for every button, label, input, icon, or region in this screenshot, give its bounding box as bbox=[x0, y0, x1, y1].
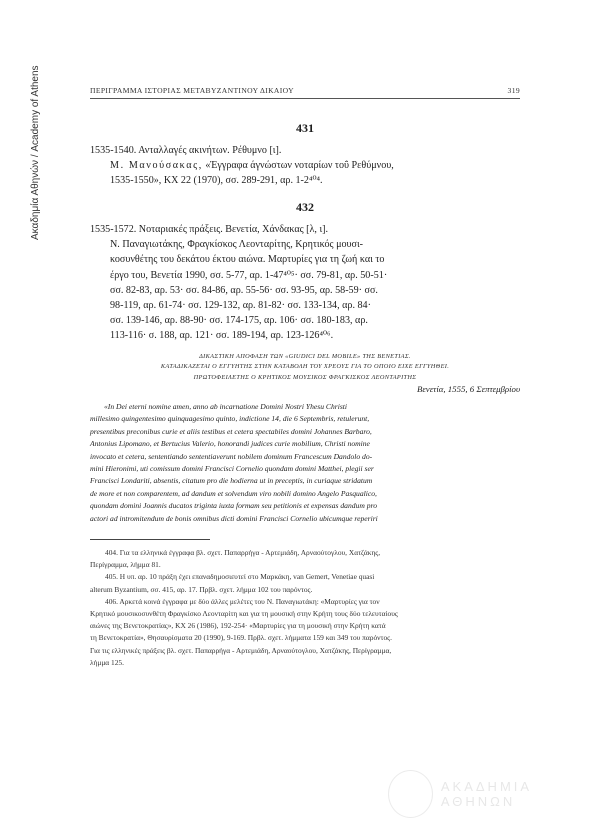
document-heading-line: ΠΡΩΤΟΦΕΙΛΕΤΗΣ Ο ΚΡΗΤΙΚΟΣ ΜΟΥΣΙΚΟΣ ΦΡΑΓΚΙΣΚΟΣ ΛΕΟΝΤΑΡΙΤΗΣ bbox=[193, 373, 417, 381]
academy-watermark bbox=[388, 770, 600, 818]
latin-line: millesimo quingentesimo quinquagesimo quinto, indictione 14, die 6 Septembris, retulerunt, bbox=[90, 414, 370, 424]
latin-line: mini Hieronimi, uti comissum domini Francisci Cornelio quondam domini Matthei, plegii ser bbox=[90, 463, 374, 473]
entry-432-ref-line: κοσυνθέτης του δεκάτου έκτου αιώνα. Μαρτυρίες για τη ζωή και το bbox=[110, 254, 385, 266]
side-label-text: Ακαδημία Αθηνών / Academy of Athens bbox=[30, 65, 41, 240]
latin-line: quondam domini Joannis ducatos triginta iuxta formam seu petitionis et expensas dandum pro bbox=[90, 501, 377, 511]
page-number: 319 bbox=[507, 86, 520, 95]
entry-number-431: 431 bbox=[296, 121, 314, 135]
latin-line: invocato et cetera, sententiando sententiaverunt nobilem dominum Francescum Dandolo do- bbox=[90, 451, 373, 461]
document-heading-line: ΔΙΚΑΣΤΙΚΗ ΑΠΟΦΑΣΗ ΤΩΝ «GIUDICI DEL MOBILE» ΤΗΣ ΒΕΝΕΤΙΑΣ. bbox=[199, 353, 411, 361]
entry-431-author: Μ. Μανούσακας, bbox=[110, 160, 203, 172]
latin-line: «In Dei eterni nomine amen, anno ab incarnatione Domini Nostri Yhesu Christi bbox=[104, 401, 347, 411]
footnote-line: Περίγραμμα, λήμμα 81. bbox=[90, 560, 161, 570]
running-title: ΠΕΡΙΓΡΑΜΜΑ ΙΣΤΟΡΙΑΣ ΜΕΤΑΒΥΖΑΝΤΙΝΟΥ ΔΙΚΑΙΟΥ bbox=[90, 86, 294, 95]
footnote-line: Κρητικό μουσικοσυνθέτη Φραγκίσκο Λεονταρίτη και για τη μουσική στην Κρήτη τους δύο τελευταίους bbox=[90, 609, 398, 618]
entry-432-ref-line: 98-119, αρ. 61-74· σσ. 129-132, αρ. 81-82· σσ. 133-134, αρ. 84· bbox=[110, 299, 371, 311]
footnote-divider bbox=[90, 539, 210, 540]
entry-431-reference bbox=[90, 158, 520, 173]
latin-line: Francisci Londariti, absentis, citatum pro die hodierna ut in preceptis, in curiaque stridatum bbox=[90, 476, 373, 486]
academy-side-label bbox=[30, 30, 46, 240]
latin-line: actori ad intromitendum de bonis omnibus dicti domini Francisci Cornelio ubicumque reperiri bbox=[90, 513, 378, 523]
entry-431-title: 1535-1540. Ανταλλαγές ακινήτων. Ρέθυμνο [ι]. bbox=[90, 145, 282, 156]
running-header bbox=[90, 86, 520, 99]
footnote-line: Για τις ελληνικές πράξεις βλ. σχετ. Παπαρρήγα - Αρτεμιάδη, Αρναούτογλου, Χατζάκης, Περίγραμμα, bbox=[90, 645, 392, 655]
footnote-line: 406. Αρκετά κοινά έγγραφα με δύο άλλες μελέτες του Ν. Παναγιωτάκη: «Μαρτυρίες για τον bbox=[105, 596, 380, 606]
latin-line: Antonius Lipomano, et Bertucius Valerio, honorandi judices curie mobilium, Christi nomine bbox=[90, 439, 370, 449]
entry-432-ref-line: Ν. Παναγιωτάκης, Φραγκίσκος Λεονταρίτης, Κρητικός μουσι- bbox=[110, 239, 364, 251]
entry-432-ref-line: 113-116· σ. 188, αρ. 121· σσ. 189-194, αρ. 123-126⁴⁰⁶. bbox=[110, 329, 334, 341]
entry-432-ref-line: έργο του, Βενετία 1990, σσ. 5-77, αρ. 1-47⁴⁰⁵· σσ. 79-81, αρ. 50-51· bbox=[110, 269, 388, 281]
latin-line: de more et non comparentem, ad dandum et solvendum viro nobili domino Angelo Pasqualico, bbox=[90, 488, 377, 498]
entry-431-ref-text: «Έγγραφα άγνώστων νοταρίων τοΰ Ρεθύμνου, bbox=[202, 160, 394, 172]
footnote-line: λήμμα 125. bbox=[90, 657, 124, 667]
latin-line: presentibus preconibus curie et aliis testibus et cetera spectabiles domini Johannes Barbaro, bbox=[90, 426, 372, 436]
document-heading bbox=[90, 352, 520, 383]
latin-document-text bbox=[90, 401, 520, 525]
document-date: Βενετία, 1555, 6 Σεπτεμβρίου bbox=[416, 383, 520, 394]
footnotes bbox=[90, 547, 520, 669]
footnote-line: αιώνες της Βενετοκρατίας», ΚΧ 26 (1986), 192-254· «Μαρτυρίες για τη μουσική στην Κρήτη κατά bbox=[90, 621, 386, 631]
watermark-text: ΑΚΑΔΗΜΙΑ ΑΘΗΝΩΝ bbox=[440, 779, 532, 809]
entry-432-title: 1535-1572. Νοταριακές πράξεις. Βενετία, Χάνδακας [λ, ι]. bbox=[90, 224, 329, 236]
document-heading-line: ΚΑΤΑΔΙΚΑΖΕΤΑΙ Ο ΕΓΓΥΗΤΗΣ ΣΤΗΝ ΚΑΤΑΒΟΛΗ ΤΟΥ ΧΡΕΟΥΣ ΓΙΑ ΤΟ ΟΠΟΙΟ ΕΙΧΕ ΕΓΓΥΗΘΕΙ. bbox=[160, 363, 450, 371]
footnote-line: alterum Byzantium, σσ. 415, αρ. 17. Πρβλ. σχετ. λήμμα 102 του παρόντος. bbox=[90, 584, 313, 594]
book-page bbox=[90, 86, 520, 669]
entry-432-ref-line: σσ. 139-146, αρ. 88-90· σσ. 174-175, αρ. 106· σσ. 180-183, αρ. bbox=[110, 314, 368, 326]
footnote-line: 405. Η υπ. αρ. 10 πράξη έχει επαναδημοσιευτεί στο Μαρκάκη, van Gemert, Venetiae quasi bbox=[105, 572, 375, 582]
entry-432-ref-line: σσ. 82-83, αρ. 53· σσ. 84-86, αρ. 55-56· σσ. 93-95, αρ. 58-59· σσ. bbox=[110, 284, 378, 296]
academy-emblem-icon bbox=[388, 770, 433, 818]
footnote-line: 404. Για τα ελληνικά έγγραφα βλ. σχετ. Παπαρρήγα - Αρτεμιάδη, Αρναούτογλου, Χατζάκης, bbox=[105, 547, 381, 557]
entry-number-432: 432 bbox=[296, 200, 314, 215]
footnote-line: τη Βενετοκρατία», Θησαυρίσματα 20 (1990), 9-169. Πρβλ. σχετ. λήμματα 159 και 349 του παρόντος. bbox=[90, 633, 392, 643]
entry-431-reference-cont: 1535-1550», ΚΧ 22 (1970), σσ. 289-291, αρ. 1-2⁴⁰⁴. bbox=[110, 175, 323, 187]
